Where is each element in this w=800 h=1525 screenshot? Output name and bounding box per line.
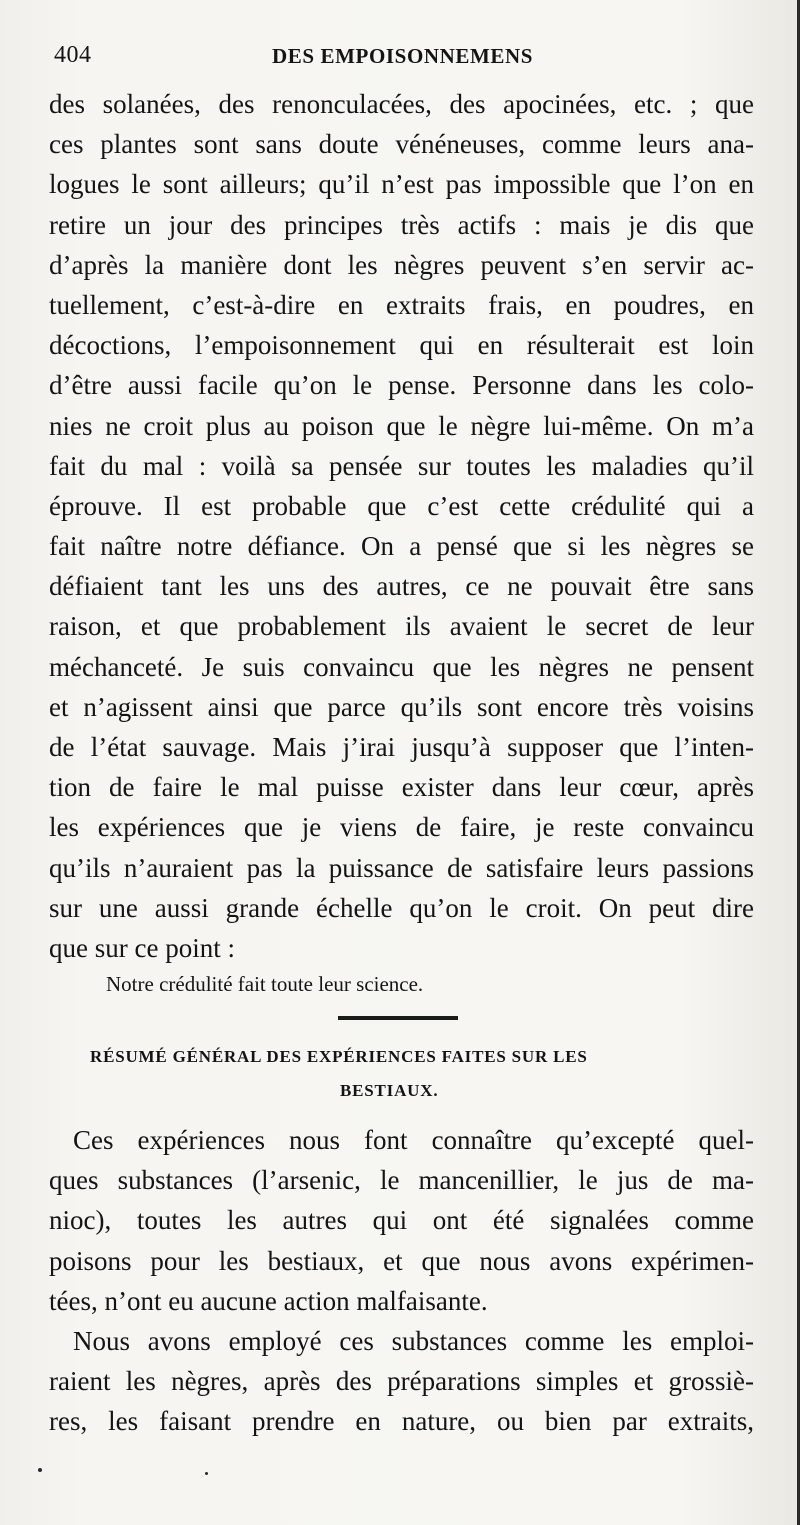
text-line: d’être aussi facile qu’on le pense. Personne dans les colo-	[49, 370, 754, 401]
text-line: les expériences que je viens de faire, je reste convaincu	[49, 812, 754, 843]
text-line: sur une aussi grande échelle qu’on le croit. On peut dire	[49, 892, 754, 923]
text-line: ces plantes sont sans doute vénéneuses, comme leurs ana-	[49, 129, 754, 160]
section-heading-line-1: RÉSUMÉ GÉNÉRAL DES EXPÉRIENCES FAITES SUR LES	[90, 1047, 588, 1066]
text-line: défiaient tant les uns des autres, ce ne pouvait être sans	[49, 571, 754, 602]
text-line: nies ne croit plus au poison que le nègre lui-même. On m’a	[49, 410, 754, 441]
text-line: qu’ils n’auraient pas la puissance de satisfaire leurs passions	[49, 852, 754, 883]
page-number: 404	[54, 42, 92, 68]
text-line: raient les nègres, après des préparations simples et grossiè-	[49, 1366, 754, 1397]
text-line: fait du mal : voilà sa pensée sur toutes les maladies qu’il	[49, 450, 754, 481]
text-line: poisons pour les bestiaux, et que nous avons expérimen-	[49, 1245, 754, 1276]
section-heading	[90, 1040, 730, 1108]
running-head: DES EMPOISONNEMENS	[272, 44, 534, 68]
text-line: Nous avons employé ces substances comme les emploi-	[73, 1325, 754, 1356]
page-header	[0, 40, 800, 80]
text-line: de l’état sauvage. Mais j’irai jusqu’à supposer que l’inten-	[49, 732, 754, 762]
section-heading-line-2: BESTIAUX.	[340, 1081, 439, 1100]
text-line: tion de faire le mal puisse exister dans leur cœur, après	[49, 772, 754, 803]
text-line: fait naître notre défiance. On a pensé que si les nègres se	[49, 531, 754, 562]
text-line: d’après la manière dont les nègres peuvent s’en servir ac-	[49, 249, 754, 280]
text-line: tuellement, c’est-à-dire en extraits frais, en poudres, en	[49, 289, 754, 320]
text-line: res, les faisant prendre en nature, ou bien par extraits,	[49, 1406, 754, 1437]
text-line: logues le sont ailleurs; qu’il n’est pas impossible que l’on en	[49, 169, 754, 200]
text-line: décoctions, l’empoisonnement qui en résulterait est loin	[49, 330, 754, 361]
text-line: raison, et que probablement ils avaient le secret de leur	[49, 611, 754, 642]
summary-paragraphs	[49, 1120, 754, 1442]
text-line: tées, n’ont eu aucune action malfaisante.	[49, 1285, 488, 1316]
text-line: retire un jour des principes très actifs : mais je dis que	[49, 209, 754, 240]
ink-spot	[205, 1472, 208, 1475]
text-line: méchanceté. Je suis convaincu que les nègres ne pensent	[49, 651, 754, 682]
text-line: que sur ce point :	[49, 932, 235, 963]
text-line: Ces expériences nous font connaître qu’excepté quel-	[73, 1125, 754, 1155]
main-paragraph	[49, 84, 754, 968]
ink-spot	[38, 1468, 42, 1472]
quotation-line: Notre crédulité fait toute leur science.	[106, 972, 424, 996]
section-divider	[338, 1016, 458, 1020]
text-line: et n’agissent ainsi que parce qu’ils sont encore très voisins	[49, 691, 754, 722]
text-line: des solanées, des renonculacées, des apocinées, etc. ; que	[49, 89, 754, 119]
text-line: nioc), toutes les autres qui ont été signalées comme	[49, 1205, 754, 1236]
text-line: éprouve. Il est probable que c’est cette crédulité qui a	[49, 490, 754, 521]
text-line: ques substances (l’arsenic, le mancenillier, le jus de ma-	[49, 1165, 754, 1196]
